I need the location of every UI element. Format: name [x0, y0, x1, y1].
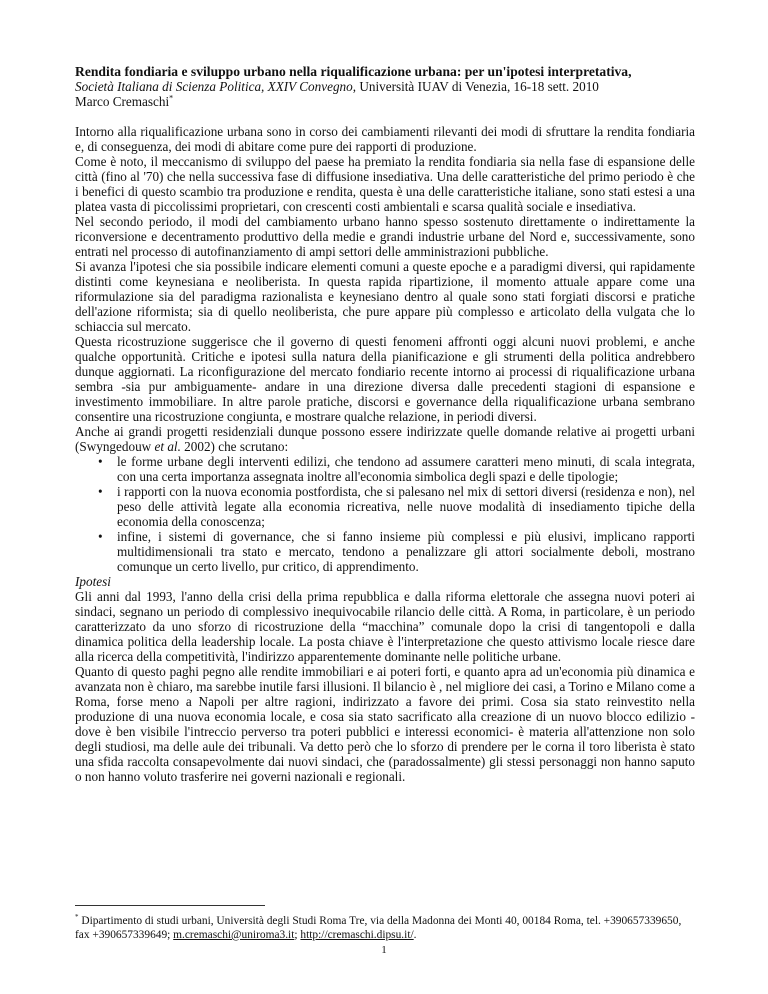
footnote-ref[interactable]: * [169, 93, 174, 103]
paragraph: Come è noto, il meccanismo di sviluppo del paese ha premiato la rendita fondiaria sia nella fase di espansione delle città (fino al '70) che nella successiva fase di diffusione insediativa. Una delle caratteristiche del primo periodo è che i benefici di questo scambio tra produzione e rendita, questa è una delle caratteristiche italiane, sono stati estesi a una platea vasta di piccolissimi proprietari, con crescenti costi ambientali e scarsa qualità sociale e insediativa. [75, 154, 695, 214]
list-item: • i rapporti con la nuova economia postfordista, che si palesano nel mix di settori diversi (residenza e non), nel peso delle attività legate alla economia ricreativa, nelle nuove modalità di insediamento tipiche della economia della conoscenza; [117, 484, 695, 529]
email-link[interactable]: m.cremaschi@uniroma3.it [173, 928, 295, 941]
footnote-text: Dipartimento di studi urbani, Università degli Studi Roma Tre, via della Madonna dei Monti 40, 00184 Roma, tel. +390657339650, fax +390657339649; [75, 914, 682, 941]
list-item: • le forme urbane degli interventi edilizi, che tendono ad assumere caratteri meno minuti, di scala integrata, con una certa importanza assegnata inoltre all'economia simbolica degli spazi e delle tipologie; [117, 454, 695, 484]
section-heading: Ipotesi [75, 574, 111, 589]
footnote-separator: ; [294, 928, 301, 941]
author-line [75, 94, 695, 109]
footnote-mark: * [75, 913, 79, 921]
author-name: Marco Cremaschi [75, 94, 170, 109]
conference-line [75, 79, 695, 94]
paragraph: Nel secondo periodo, il modi del cambiamento urbano hanno spesso sostenuto direttamente o indirettamente la riconversione e decentramento produttivo della medie e grandi industrie urbane del Nord e, successivamente, sono entrati nel processo di autofinanziamento di ampi settori delle amministrazioni pubbliche. [75, 214, 695, 259]
bullet-list [75, 454, 695, 574]
paper-title: Rendita fondiaria e sviluppo urbano nella riqualificazione urbana: per un'ipotesi interpretativa, [75, 64, 632, 79]
paragraph: Quanto di questo paghi pegno alle rendite immobiliari e ai poteri forti, e quanto apra ad un'economia più dinamica e avanzata non è chiaro, ma sarebbe inutile farsi illusioni. Il bilancio è , nel migliore dei casi, a Torino e Milano come a Roma, forse meno a Napoli per altre ragioni, indirizzato a favore dei primi. Cosa sia stato reinvestito nella produzione di una nuova economia locale, e cosa sia stato sacrificato alla creazione di un nuovo blocco edilizio -dove è ben visibile l'intreccio perverso tra poteri pubblici e interessi economici- è materia all'attenzione non solo degli studiosi, ma delle aule dei tribunali. Va detto però che lo sforzo di prendere per le corna il toro liberista è stato una sfida raccolta consapevolmente dai nuovi sindaci, che (paradossalmente) gli stessi personaggi non hanno saputo o non hanno voluto trasferire nei governi nazionali e regionali. [75, 664, 695, 784]
lead-in-text: Anche ai grandi progetti residenziali dunque possono essere indirizzate quelle domande relative ai progetti urbani (Swyngedouw [75, 424, 695, 454]
document-page [75, 64, 695, 784]
lead-in-paragraph [75, 424, 695, 454]
list-item: • infine, i sistemi di governance, che si fanno insieme più complessi e più elusivi, implicano rapporti multidimensionali tra stato e mercato, tendono a penalizzare gli attori socialmente deboli, mostrano comunque un certo livello, pur critico, di apprendimento. [117, 529, 695, 574]
body-text [75, 124, 695, 784]
paragraph: Questa ricostruzione suggerisce che il governo di questi fenomeni affronti oggi alcuni nuovi problemi, e anche qualche opportunità. Critiche e ipotesi sulla natura della pianificazione e gli strumenti della politica andrebbero dunque aggiornati. La riconfigurazione del mercato fondiario recente intorno ai processi di riqualificazione urbana sembra -sia pur ambiguamente- andare in una direzione diversa dalle precedenti stagioni di espansione e investimento immobiliare. In altre parole pratiche, discorsi e governance della riqualificazione urbana sembrano consentire una ricostruzione congiunta, e mostrare qualche relazione, in periodi diversi. [75, 334, 695, 424]
conference-venue: , Università IUAV di Venezia, 16-18 sett. 2010 [352, 79, 599, 94]
website-link[interactable]: http://cremaschi.dipsu.it/ [300, 928, 414, 941]
lead-in-text-end: 2002) che scrutano: [180, 439, 289, 454]
paragraph: Intorno alla riqualificazione urbana sono in corso dei cambiamenti rilevanti dei modi di sfruttare la rendita fondiaria e, di conseguenza, dei modi di abitare come pure dei rapporti di produzione. [75, 124, 695, 154]
footnote-divider [75, 905, 265, 906]
footnote-end: . [413, 928, 417, 941]
paragraph: Si avanza l'ipotesi che sia possibile indicare elementi comuni a queste epoche e a paradigmi diversi, qui rapidamente distinti come keynesiana e neoliberista. In questa rapida ripartizione, il momento attuale appare come una riformulazione sia del paradigma razionalista e keynesiano dentro al quale sono stati forgiati discorsi e pratiche dell'azione riformista; sia di quello neoliberista, che pure appare più complesso e articolato della vulgata che lo schiaccia sul mercato. [75, 259, 695, 334]
et-al: et al. [154, 439, 181, 454]
footnote [75, 910, 695, 942]
page-number: 1 [381, 944, 387, 956]
conference-name: Società Italiana di Scienza Politica, XXIV Convegno [75, 79, 353, 94]
paragraph: Gli anni dal 1993, l'anno della crisi della prima repubblica e dalla riforma elettorale che assegna nuovi poteri ai sindaci, segnano un periodo di complessivo inequivocabile rilancio delle città. A Roma, in particolare, è un periodo caratterizzato da uno sforzo di ricostruzione della “macchina” comunale dopo la crisi di tangentopoli e dalla dinamica politica della leadership locale. La posta chiave è l'interpretazione che questo attivismo locale riesce dare alla ricerca della competitività, l'indirizzo apparentemente dominante nelle politiche urbane. [75, 589, 695, 664]
